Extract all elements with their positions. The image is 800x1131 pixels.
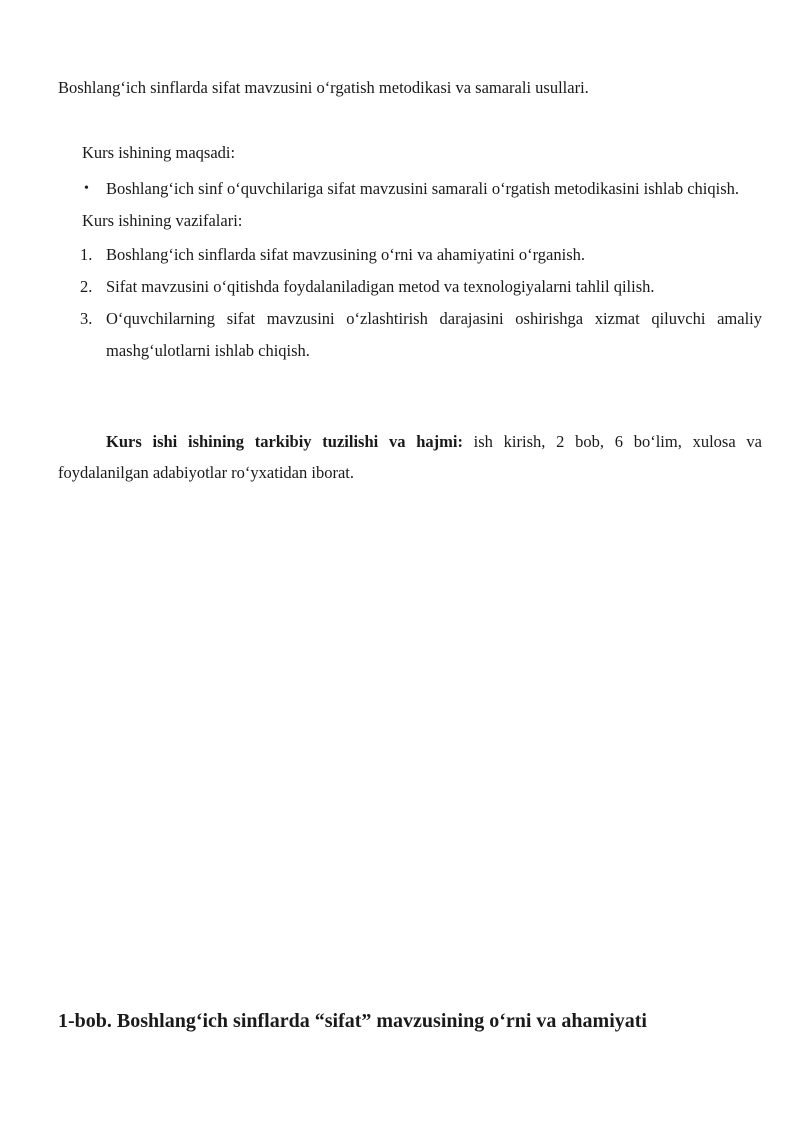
- task-number: 3.: [80, 309, 93, 328]
- intro-line: Boshlang‘ich sinflarda sifat mavzusini o‘rgatish metodikasi va samarali usullari.: [58, 78, 589, 97]
- task-number: 1.: [80, 245, 93, 264]
- task-item-text: Boshlang‘ich sinflarda sifat mavzusining o‘rni va ahamiyatini o‘rganish.: [106, 245, 585, 264]
- bullet-marker: •: [84, 181, 89, 196]
- composition-paragraph: [58, 426, 762, 488]
- task-item-text: O‘quvchilarning sifat mavzusini o‘zlashtirish darajasini oshirishga xizmat qiluvchi amaliy mashg‘ulotlarni ishlab chiqish.: [106, 309, 762, 360]
- goal-item-text: Boshlang‘ich sinf o‘quvchilariga sifat mavzusini samarali o‘rgatish metodikasini ishlab chiqish.: [106, 179, 739, 198]
- task-list-item: [58, 271, 762, 303]
- goal-heading: Kurs ishining maqsadi:: [82, 143, 236, 162]
- task-list-item: [58, 239, 762, 271]
- goal-list-item: [58, 173, 762, 205]
- task-number: 2.: [80, 277, 93, 296]
- composition-text: ish kirish, 2 bob, 6 bo‘lim, xulosa va foydalanilgan adabiyotlar ro‘yxatidan iborat.: [58, 432, 762, 482]
- task-list-item: [58, 303, 762, 367]
- task-item-text: Sifat mavzusini o‘qitishda foydalaniladigan metod va texnologiyalarni tahlil qilish.: [106, 277, 655, 296]
- chapter-title: 1-bob. Boshlang‘ich sinflarda “sifat” mavzusining o‘rni va ahamiyati: [58, 1010, 647, 1032]
- tasks-heading: Kurs ishining vazifalari:: [82, 211, 243, 230]
- composition-label: Kurs ishi ishining tarkibiy tuzilishi va hajmi:: [106, 432, 463, 451]
- goals-and-tasks-section: [58, 141, 762, 367]
